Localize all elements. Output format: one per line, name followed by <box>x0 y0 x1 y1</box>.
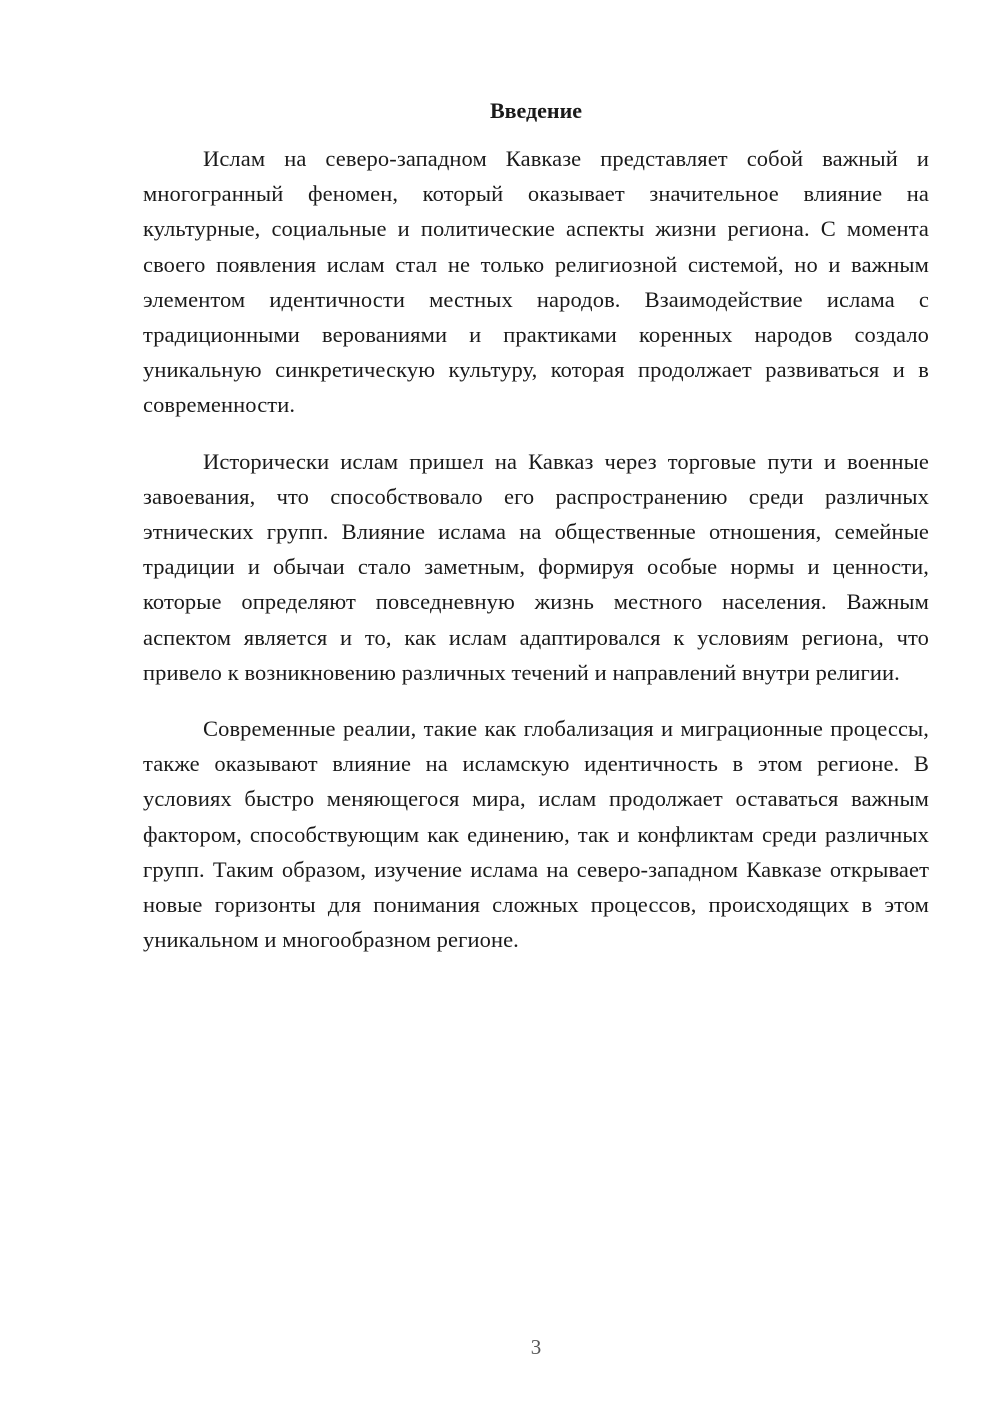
paragraph-1: Ислам на северо-западном Кавказе представляет собой важный и многогранный феномен, который оказывает значительное влияние на культурные, социальные и политические аспекты жизни региона. С момента своего появления ислам стал не только религиозной системой, но и важным элементом идентичности местных народов. Взаимодействие ислама с традиционными верованиями и практиками коренных народов создало уникальную синкретическую культуру, которая продолжает развиваться и в современности. <box>143 146 929 418</box>
paragraph-3: Современные реалии, такие как глобализация и миграционные процессы, также оказывают влияние на исламскую идентичность в этом регионе. В условиях быстро меняющегося мира, ислам продолжает оставаться важным фактором, способствующим как единению, так и конфликтам среди различных групп. Таким образом, изучение ислама на северо-западном Кавказе открывает новые горизонты для понимания сложных процессов, происходящих в этом уникальном и многообразном регионе. <box>143 716 929 953</box>
body-text <box>143 141 929 978</box>
paragraph-2: Исторически ислам пришел на Кавказ через торговые пути и военные завоевания, что способствовало его распространению среди различных этнических групп. Влияние ислама на общественные отношения, семейные традиции и обычаи стало заметным, формируя особые нормы и ценности, которые определяют повседневную жизнь местного населения. Важным аспектом является и то, как ислам адаптировался к условиям региона, что привело к возникновению различных течений и направлений внутри религии. <box>143 448 929 685</box>
section-heading: Введение <box>489 98 583 123</box>
page-number: 3 <box>530 1335 542 1359</box>
